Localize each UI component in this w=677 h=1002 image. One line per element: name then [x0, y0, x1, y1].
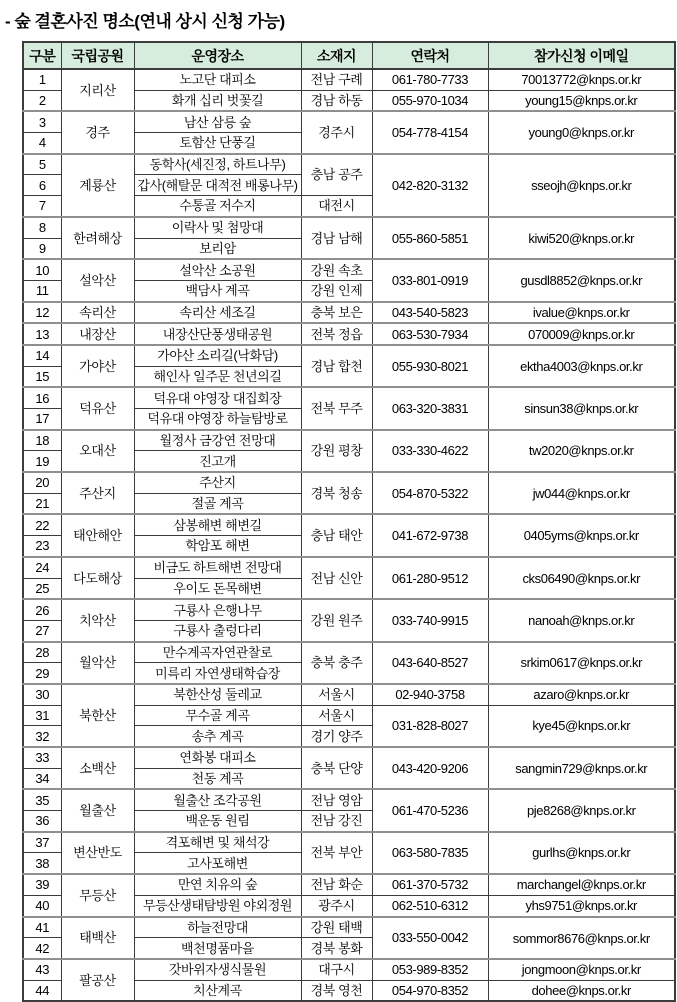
email-cell: young0@knps.or.kr — [488, 111, 675, 153]
place-cell: 월정사 금강연 전망대 — [134, 430, 301, 451]
location-cell: 서울시 — [301, 684, 372, 705]
park-cell: 설악산 — [61, 259, 134, 301]
place-cell: 내장산단풍생태공원 — [134, 323, 301, 345]
park-cell: 월악산 — [61, 642, 134, 684]
phone-cell: 033-740-9915 — [372, 599, 488, 641]
column-header-col-phone: 연락처 — [372, 42, 488, 69]
park-cell: 소백산 — [61, 747, 134, 789]
location-cell: 전북 부안 — [301, 832, 372, 874]
row-number-cell: 32 — [23, 726, 61, 747]
row-number-cell: 28 — [23, 642, 61, 663]
place-cell: 남산 삼릉 숲 — [134, 111, 301, 132]
table-row — [23, 832, 675, 853]
phone-cell: 062-510-6312 — [372, 895, 488, 916]
location-cell: 충북 단양 — [301, 747, 372, 789]
email-cell: dohee@knps.or.kr — [488, 980, 675, 1001]
row-number-cell: 15 — [23, 366, 61, 387]
phone-cell: 033-550-0042 — [372, 917, 488, 959]
place-cell: 노고단 대피소 — [134, 69, 301, 90]
place-cell: 하늘전망대 — [134, 917, 301, 938]
location-cell: 경북 영천 — [301, 980, 372, 1001]
park-cell: 계룡산 — [61, 154, 134, 217]
place-cell: 북한산성 둘레교 — [134, 684, 301, 705]
park-cell: 주산지 — [61, 472, 134, 514]
row-number-cell: 44 — [23, 980, 61, 1001]
phone-cell: 054-778-4154 — [372, 111, 488, 153]
row-number-cell: 21 — [23, 493, 61, 514]
row-number-cell: 24 — [23, 557, 61, 578]
email-cell: kiwi520@knps.or.kr — [488, 217, 675, 259]
place-cell: 무등산생태탐방원 야외정원 — [134, 895, 301, 916]
park-cell: 북한산 — [61, 684, 134, 747]
place-cell: 진고개 — [134, 451, 301, 472]
location-cell: 경기 양주 — [301, 726, 372, 747]
phone-cell: 061-780-7733 — [372, 69, 488, 90]
location-cell: 전남 구례 — [301, 69, 372, 90]
location-cell: 충북 보은 — [301, 302, 372, 324]
phone-cell: 041-672-9738 — [372, 514, 488, 556]
table-row — [23, 430, 675, 451]
table-row — [23, 747, 675, 768]
location-cell: 강원 인제 — [301, 280, 372, 301]
table-row — [23, 323, 675, 345]
place-cell: 월출산 조각공원 — [134, 789, 301, 810]
place-cell: 동학사(세진정, 하트나무) — [134, 154, 301, 175]
row-number-cell: 10 — [23, 259, 61, 280]
park-cell: 다도해상 — [61, 557, 134, 599]
table-row — [23, 259, 675, 280]
table-row — [23, 387, 675, 408]
row-number-cell: 3 — [23, 111, 61, 132]
table-row — [23, 472, 675, 493]
column-header-col-park: 국립공원 — [61, 42, 134, 69]
park-cell: 월출산 — [61, 789, 134, 831]
place-cell: 백담사 계곡 — [134, 280, 301, 301]
row-number-cell: 35 — [23, 789, 61, 810]
row-number-cell: 16 — [23, 387, 61, 408]
column-header-col-email: 참가신청 이메일 — [488, 42, 675, 69]
location-cell: 전북 정읍 — [301, 323, 372, 345]
location-cell: 대전시 — [301, 196, 372, 217]
phone-cell: 055-860-5851 — [372, 217, 488, 259]
row-number-cell: 25 — [23, 578, 61, 599]
place-cell: 무수골 계곡 — [134, 705, 301, 726]
table-row — [23, 514, 675, 535]
location-cell: 전남 영암 — [301, 789, 372, 810]
email-cell: 70013772@knps.or.kr — [488, 69, 675, 90]
row-number-cell: 31 — [23, 705, 61, 726]
email-cell: srkim0617@knps.or.kr — [488, 642, 675, 684]
email-cell: sommor8676@knps.or.kr — [488, 917, 675, 959]
place-cell: 이락사 및 첨망대 — [134, 217, 301, 238]
park-cell: 태안해안 — [61, 514, 134, 556]
email-cell: tw2020@knps.or.kr — [488, 430, 675, 472]
phone-cell: 054-870-5322 — [372, 472, 488, 514]
location-cell: 전남 강진 — [301, 811, 372, 832]
column-header-col-place: 운영장소 — [134, 42, 301, 69]
row-number-cell: 4 — [23, 133, 61, 154]
row-number-cell: 39 — [23, 874, 61, 895]
phone-cell: 043-420-9206 — [372, 747, 488, 789]
location-cell: 경주시 — [301, 111, 372, 153]
location-cell: 충남 공주 — [301, 154, 372, 196]
email-cell: gurlhs@knps.or.kr — [488, 832, 675, 874]
table-row — [23, 874, 675, 895]
location-cell: 경북 청송 — [301, 472, 372, 514]
phone-cell: 043-640-8527 — [372, 642, 488, 684]
email-cell: yhs9751@knps.or.kr — [488, 895, 675, 916]
row-number-cell: 17 — [23, 409, 61, 430]
place-cell: 연화봉 대피소 — [134, 747, 301, 768]
row-number-cell: 38 — [23, 853, 61, 874]
row-number-cell: 13 — [23, 323, 61, 345]
phone-cell: 054-970-8352 — [372, 980, 488, 1001]
row-number-cell: 29 — [23, 663, 61, 684]
table-row — [23, 154, 675, 175]
phone-cell: 053-989-8352 — [372, 959, 488, 980]
row-number-cell: 37 — [23, 832, 61, 853]
row-number-cell: 12 — [23, 302, 61, 324]
email-cell: sinsun38@knps.or.kr — [488, 387, 675, 429]
column-header-col-no: 구분 — [23, 42, 61, 69]
park-cell: 지리산 — [61, 69, 134, 111]
location-cell: 충남 태안 — [301, 514, 372, 556]
place-cell: 비금도 하트해변 전망대 — [134, 557, 301, 578]
table-body — [23, 69, 675, 1001]
park-cell: 덕유산 — [61, 387, 134, 429]
email-cell: sangmin729@knps.or.kr — [488, 747, 675, 789]
location-cell: 강원 평창 — [301, 430, 372, 472]
place-cell: 갓바위자생식물원 — [134, 959, 301, 980]
place-cell: 주산지 — [134, 472, 301, 493]
place-cell: 가야산 소리길(낙화담) — [134, 345, 301, 366]
row-number-cell: 18 — [23, 430, 61, 451]
place-cell: 치산계곡 — [134, 980, 301, 1001]
place-cell: 학암포 해변 — [134, 536, 301, 557]
place-cell: 백천명품마을 — [134, 938, 301, 959]
park-cell: 팔공산 — [61, 959, 134, 1001]
table-row — [23, 345, 675, 366]
phone-cell: 061-280-9512 — [372, 557, 488, 599]
page-title: - 숲 결혼사진 명소(연내 상시 신청 가능) — [5, 12, 285, 31]
table-row — [23, 302, 675, 324]
location-cell: 경북 봉화 — [301, 938, 372, 959]
email-cell: jongmoon@knps.or.kr — [488, 959, 675, 980]
place-cell: 천동 계곡 — [134, 768, 301, 789]
table-row — [23, 69, 675, 90]
row-number-cell: 33 — [23, 747, 61, 768]
park-cell: 치악산 — [61, 599, 134, 641]
park-cell: 변산반도 — [61, 832, 134, 874]
row-number-cell: 11 — [23, 280, 61, 301]
phone-cell: 061-470-5236 — [372, 789, 488, 831]
location-cell: 충북 충주 — [301, 642, 372, 684]
wedding-photo-spots-table — [22, 41, 676, 1002]
email-cell: pje8268@knps.or.kr — [488, 789, 675, 831]
park-cell: 가야산 — [61, 345, 134, 387]
row-number-cell: 7 — [23, 196, 61, 217]
location-cell: 전남 화순 — [301, 874, 372, 895]
place-cell: 토함산 단풍길 — [134, 133, 301, 154]
email-cell: sseojh@knps.or.kr — [488, 154, 675, 217]
column-header-col-location: 소재지 — [301, 42, 372, 69]
email-cell: jw044@knps.or.kr — [488, 472, 675, 514]
row-number-cell: 43 — [23, 959, 61, 980]
table-row — [23, 599, 675, 620]
email-cell: 070009@knps.or.kr — [488, 323, 675, 345]
row-number-cell: 8 — [23, 217, 61, 238]
row-number-cell: 1 — [23, 69, 61, 90]
email-cell: ivalue@knps.or.kr — [488, 302, 675, 324]
row-number-cell: 14 — [23, 345, 61, 366]
phone-cell: 063-320-3831 — [372, 387, 488, 429]
row-number-cell: 27 — [23, 620, 61, 641]
table-row — [23, 684, 675, 705]
phone-cell: 043-540-5823 — [372, 302, 488, 324]
row-number-cell: 5 — [23, 154, 61, 175]
location-cell: 서울시 — [301, 705, 372, 726]
place-cell: 만연 치유의 숲 — [134, 874, 301, 895]
phone-cell: 033-330-4622 — [372, 430, 488, 472]
park-cell: 태백산 — [61, 917, 134, 959]
location-cell: 강원 속초 — [301, 259, 372, 280]
park-cell: 무등산 — [61, 874, 134, 916]
row-number-cell: 23 — [23, 536, 61, 557]
table-row — [23, 557, 675, 578]
row-number-cell: 40 — [23, 895, 61, 916]
table-row — [23, 642, 675, 663]
location-cell: 광주시 — [301, 895, 372, 916]
table-row — [23, 959, 675, 980]
row-number-cell: 2 — [23, 90, 61, 111]
place-cell: 구룡사 은행나무 — [134, 599, 301, 620]
phone-cell: 063-580-7835 — [372, 832, 488, 874]
park-cell: 한려해상 — [61, 217, 134, 259]
location-cell: 대구시 — [301, 959, 372, 980]
phone-cell: 042-820-3132 — [372, 154, 488, 217]
email-cell: cks06490@knps.or.kr — [488, 557, 675, 599]
row-number-cell: 30 — [23, 684, 61, 705]
place-cell: 속리산 세조길 — [134, 302, 301, 324]
table-row — [23, 111, 675, 132]
place-cell: 갑사(해탈문 대적전 배롱나무) — [134, 175, 301, 196]
row-number-cell: 22 — [23, 514, 61, 535]
location-cell: 경남 남해 — [301, 217, 372, 259]
row-number-cell: 42 — [23, 938, 61, 959]
row-number-cell: 19 — [23, 451, 61, 472]
place-cell: 미륵리 자연생태학습장 — [134, 663, 301, 684]
phone-cell: 02-940-3758 — [372, 684, 488, 705]
location-cell: 전남 신안 — [301, 557, 372, 599]
place-cell: 삼봉해변 해변길 — [134, 514, 301, 535]
place-cell: 해인사 일주문 천년의길 — [134, 366, 301, 387]
place-cell: 고사포해변 — [134, 853, 301, 874]
place-cell: 화개 십리 벗꽃길 — [134, 90, 301, 111]
phone-cell: 055-930-8021 — [372, 345, 488, 387]
phone-cell: 055-970-1034 — [372, 90, 488, 111]
place-cell: 덕유대 야영장 하늘탐방로 — [134, 409, 301, 430]
place-cell: 덕유대 야영장 대집회장 — [134, 387, 301, 408]
park-cell: 경주 — [61, 111, 134, 153]
email-cell: azaro@knps.or.kr — [488, 684, 675, 705]
row-number-cell: 34 — [23, 768, 61, 789]
location-cell: 경남 합천 — [301, 345, 372, 387]
phone-cell: 061-370-5732 — [372, 874, 488, 895]
row-number-cell: 9 — [23, 238, 61, 259]
email-cell: ektha4003@knps.or.kr — [488, 345, 675, 387]
row-number-cell: 41 — [23, 917, 61, 938]
email-cell: marchangel@knps.or.kr — [488, 874, 675, 895]
phone-cell: 033-801-0919 — [372, 259, 488, 301]
place-cell: 수통골 저수지 — [134, 196, 301, 217]
place-cell: 송추 계곡 — [134, 726, 301, 747]
place-cell: 구룡사 출렁다리 — [134, 620, 301, 641]
email-cell: nanoah@knps.or.kr — [488, 599, 675, 641]
place-cell: 백운동 원림 — [134, 811, 301, 832]
place-cell: 우이도 돈목해변 — [134, 578, 301, 599]
header-row — [23, 42, 675, 69]
table-row — [23, 789, 675, 810]
place-cell: 격포해변 및 채석강 — [134, 832, 301, 853]
place-cell: 절골 계곡 — [134, 493, 301, 514]
row-number-cell: 26 — [23, 599, 61, 620]
place-cell: 보리암 — [134, 238, 301, 259]
phone-cell: 031-828-8027 — [372, 705, 488, 747]
park-cell: 오대산 — [61, 430, 134, 472]
location-cell: 강원 태백 — [301, 917, 372, 938]
row-number-cell: 6 — [23, 175, 61, 196]
park-cell: 속리산 — [61, 302, 134, 324]
email-cell: kye45@knps.or.kr — [488, 705, 675, 747]
email-cell: gusdl8852@knps.or.kr — [488, 259, 675, 301]
location-cell: 강원 원주 — [301, 599, 372, 641]
email-cell: young15@knps.or.kr — [488, 90, 675, 111]
location-cell: 전북 무주 — [301, 387, 372, 429]
row-number-cell: 20 — [23, 472, 61, 493]
park-cell: 내장산 — [61, 323, 134, 345]
email-cell: 0405yms@knps.or.kr — [488, 514, 675, 556]
place-cell: 만수계곡자연관찰로 — [134, 642, 301, 663]
row-number-cell: 36 — [23, 811, 61, 832]
table-row — [23, 217, 675, 238]
location-cell: 경남 하동 — [301, 90, 372, 111]
phone-cell: 063-530-7934 — [372, 323, 488, 345]
place-cell: 설악산 소공원 — [134, 259, 301, 280]
